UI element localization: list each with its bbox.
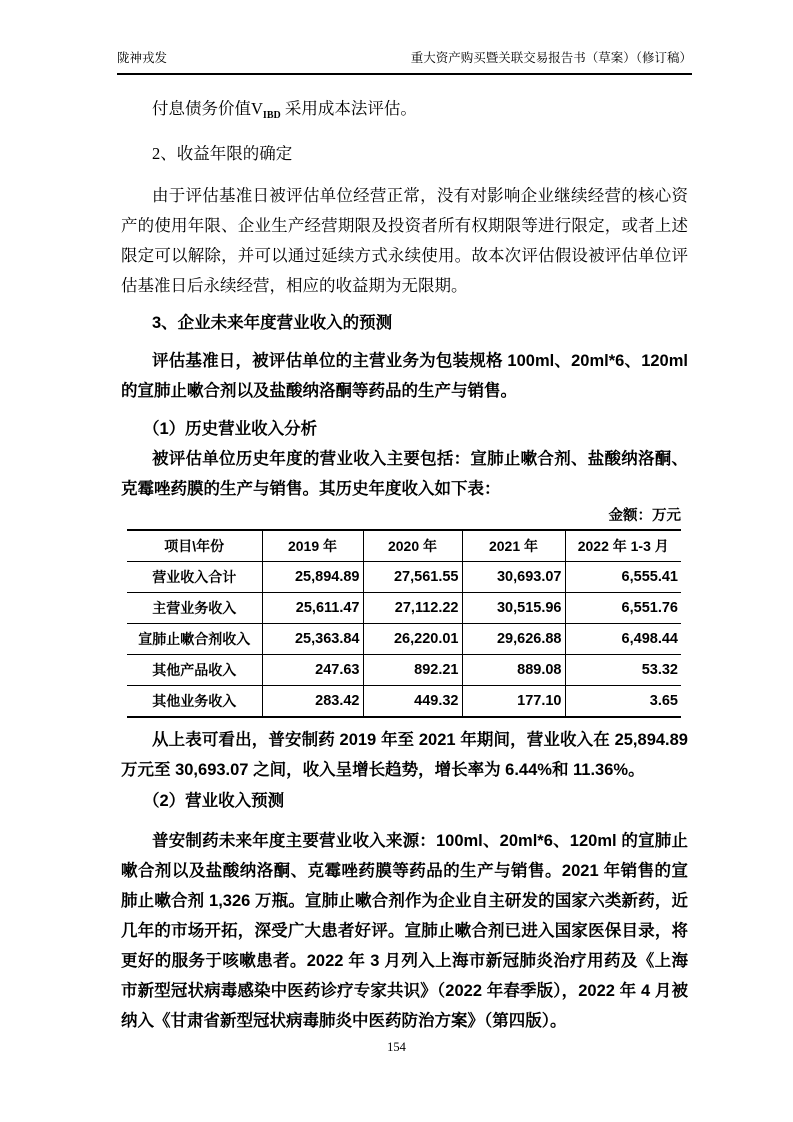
table-row xyxy=(127,686,681,718)
paragraph-going-concern: 由于评估基准日被评估单位经营正常，没有对影响企业继续经营的核心资产的使用年限、企业生产经营期限及投资者所有权期限等进行限定，或者上述限定可以解除，并可以通过延续方式永续使用。故本次评估假设被评估单位评估基准日后永续经营，相应的收益期为无限期。 xyxy=(121,186,688,295)
paragraph-forecast-detail: 普安制药未来年度主要营业收入来源：100ml、20ml*6、120ml 的宣肺止嗽合剂以及盐酸纳洛酮、克霉唑药膜等药品的生产与销售。2021 年销售的宣肺止嗽合剂 1,326 万瓶。宣肺止嗽合剂作为企业自主研发的国家六类新药，近几年的市场开拓，深受广大患者好评。宣肺止嗽合剂已进入国家医保目录，将更好的服务于咳嗽患者。2022 年 3 月列入上海市新冠肺炎治疗用药及《上海市新型冠状病毒感染中医药诊疗专家共识》（2022 年春季版），2022 年 4 月被纳入《甘肃省新型冠状病毒肺炎中医药防治方案》（第四版）。 xyxy=(121,832,688,1030)
row-label-cell: 其他产品收入 xyxy=(127,655,262,686)
header-report-title: 重大资产购买暨关联交易报告书（草案）（修订稿） xyxy=(410,51,692,65)
value-cell: 30,693.07 xyxy=(462,562,565,593)
value-cell: 889.08 xyxy=(462,655,565,686)
value-cell: 892.21 xyxy=(363,655,462,686)
row-label-cell: 其他业务收入 xyxy=(127,686,262,718)
table-header-cell: 2020 年 xyxy=(363,530,462,562)
vibd-subscript: IBD xyxy=(262,110,281,121)
table-header-cell: 2022 年 1-3 月 xyxy=(565,530,681,562)
value-cell: 6,498.44 xyxy=(565,624,681,655)
paragraph-main-business: 评估基准日，被评估单位的主营业务为包装规格 100ml、20ml*6、120ml 的宣肺止嗽合剂以及盐酸纳洛酮等药品的生产与销售。 xyxy=(121,352,688,400)
heading-historical-revenue-analysis: （1）历史营业收入分析 xyxy=(143,420,318,438)
paragraph-revenue-observation: 从上表可看出，普安制药 2019 年至 2021 年期间，营业收入在 25,894.89 万元至 30,693.07 之间，收入呈增长趋势，增长率为 6.44%和 11.36%。 xyxy=(121,731,688,779)
table-unit-label: 金额：万元 xyxy=(608,508,681,524)
value-cell: 247.63 xyxy=(262,655,363,686)
page-header xyxy=(117,0,692,75)
value-cell: 27,561.55 xyxy=(363,562,462,593)
debt-value-text-tail: 采用成本法评估。 xyxy=(280,99,417,118)
table-header-row xyxy=(127,530,681,562)
value-cell: 27,112.22 xyxy=(363,593,462,624)
table-header-cell: 项目\年份 xyxy=(127,530,262,562)
table-header-cell: 2021 年 xyxy=(462,530,565,562)
heading-revenue-forecast: 3、企业未来年度营业收入的预测 xyxy=(152,314,393,332)
heading-revenue-prediction: （2）营业收入预测 xyxy=(143,792,285,810)
table-row xyxy=(127,624,681,655)
row-label-cell: 营业收入合计 xyxy=(127,562,262,593)
value-cell: 6,555.41 xyxy=(565,562,681,593)
row-label-cell: 宣肺止嗽合剂收入 xyxy=(127,624,262,655)
table-row xyxy=(127,593,681,624)
table-row xyxy=(127,655,681,686)
value-cell: 283.42 xyxy=(262,686,363,718)
value-cell: 449.32 xyxy=(363,686,462,718)
value-cell: 25,611.47 xyxy=(262,593,363,624)
value-cell: 25,363.84 xyxy=(262,624,363,655)
value-cell: 30,515.96 xyxy=(462,593,565,624)
value-cell: 26,220.01 xyxy=(363,624,462,655)
debt-value-text: 付息债务价值V xyxy=(152,99,263,118)
value-cell: 53.32 xyxy=(565,655,681,686)
value-cell: 29,626.88 xyxy=(462,624,565,655)
header-company-name: 陇神戎发 xyxy=(117,51,168,65)
table-row xyxy=(127,562,681,593)
paragraph-historical-revenue: 被评估单位历史年度的营业收入主要包括：宣肺止嗽合剂、盐酸纳洛酮、克霉唑药膜的生产与销售。其历史年度收入如下表： xyxy=(121,450,688,498)
row-label-cell: 主营业务收入 xyxy=(127,593,262,624)
document-body xyxy=(0,94,793,1036)
value-cell: 6,551.76 xyxy=(565,593,681,624)
value-cell: 177.10 xyxy=(462,686,565,718)
page-number: 154 xyxy=(387,1040,406,1054)
value-cell: 3.65 xyxy=(565,686,681,718)
heading-income-period: 2、收益年限的确定 xyxy=(152,144,293,163)
value-cell: 25,894.89 xyxy=(262,562,363,593)
paragraph-debt-value xyxy=(121,94,688,124)
revenue-history-table xyxy=(127,529,681,718)
table-header-cell: 2019 年 xyxy=(262,530,363,562)
